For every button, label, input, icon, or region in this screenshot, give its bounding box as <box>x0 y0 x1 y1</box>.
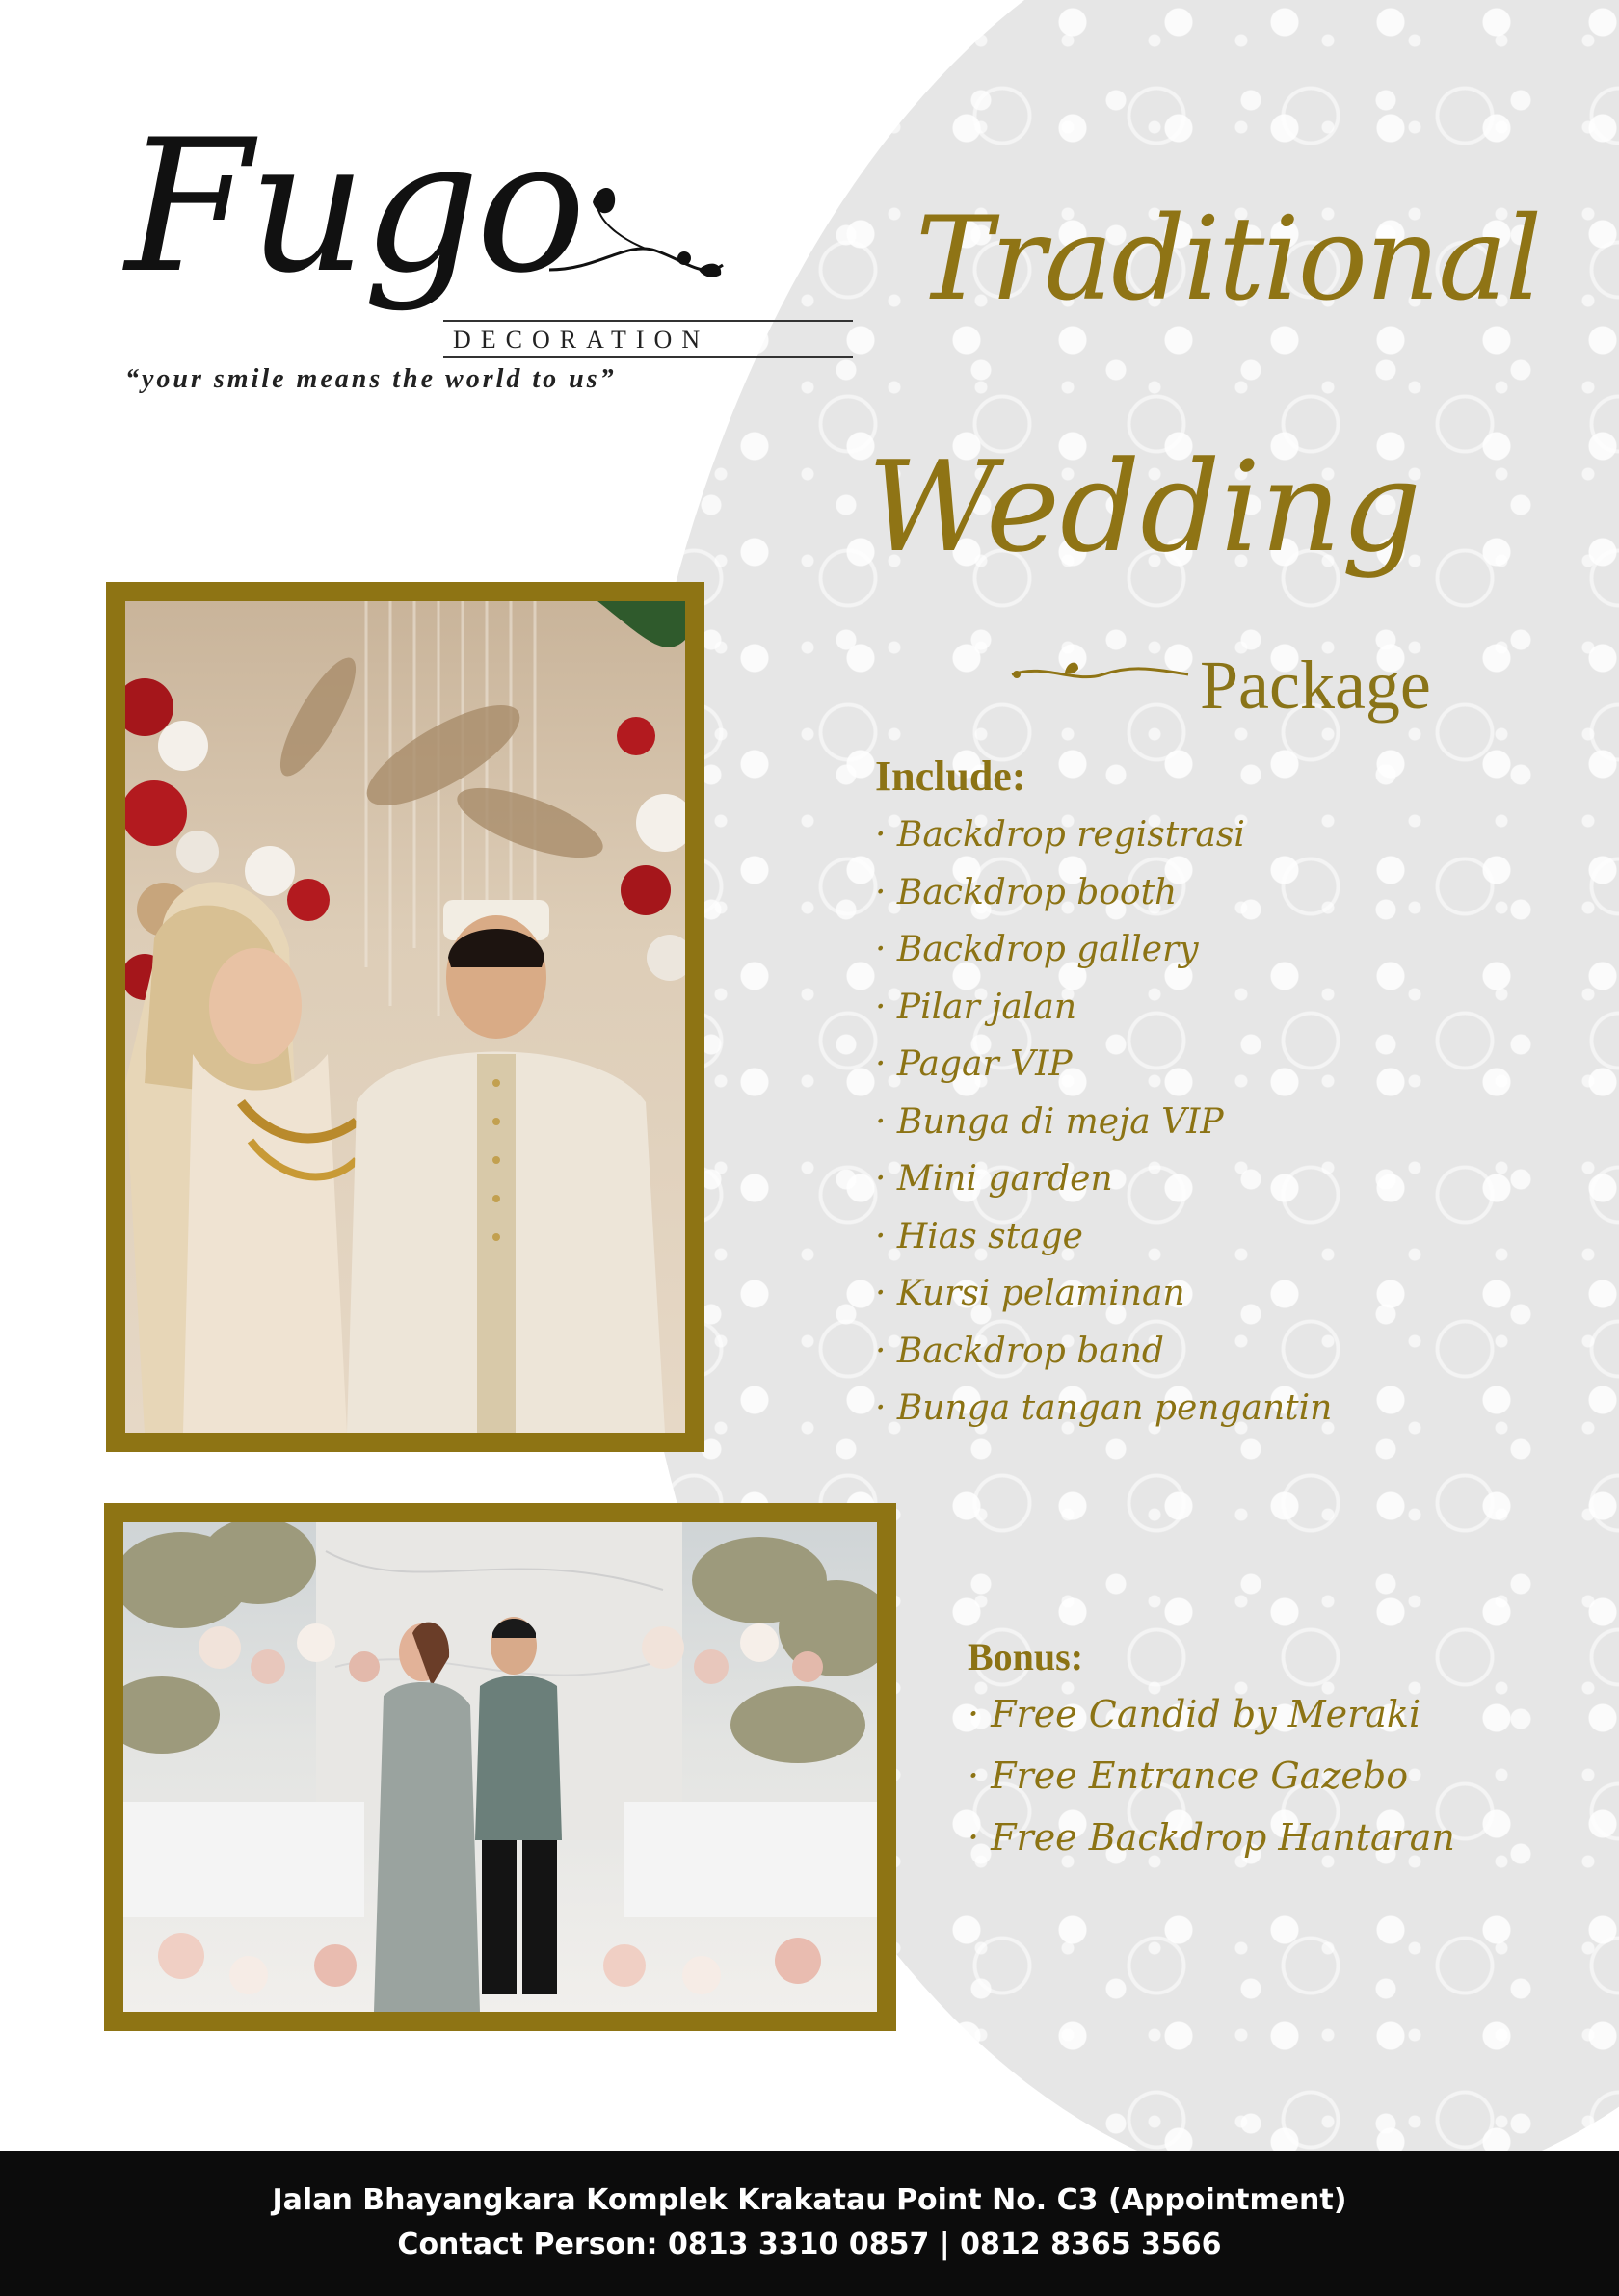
list-item: · Bunga tangan pengantin <box>875 1388 1333 1428</box>
include-heading: Include: <box>875 752 1026 800</box>
list-item: · Pilar jalan <box>875 987 1077 1027</box>
logo-rule-top <box>443 320 853 322</box>
brand-logo <box>125 100 742 405</box>
event-backdrop-photo <box>104 1503 896 2031</box>
couple-portrait-illustration <box>125 601 685 1433</box>
title-line-wedding: Wedding <box>867 434 1421 580</box>
list-item: · Free Candid by Meraki <box>968 1693 1421 1735</box>
title-line-package: Package <box>1200 647 1431 724</box>
list-item: · Pagar VIP <box>875 1044 1073 1084</box>
list-item: · Backdrop band <box>875 1331 1164 1371</box>
list-item: · Kursi pelaminan <box>875 1274 1185 1313</box>
logo-wordmark: Fugo <box>125 100 583 313</box>
list-item: · Free Entrance Gazebo <box>968 1755 1409 1797</box>
include-section <box>875 752 1332 1438</box>
logo-rule-bottom <box>443 356 853 358</box>
logo-subtitle: DECORATION <box>453 326 710 354</box>
title-line-traditional: Traditional <box>916 193 1541 327</box>
vine-ornament-icon <box>1007 655 1190 694</box>
floral-ornament-icon <box>540 173 732 289</box>
couple-portrait-photo <box>106 582 704 1452</box>
footer-address: Jalan Bhayangkara Komplek Krakatau Point No. C3 (Appointment) <box>272 2183 1347 2217</box>
list-item: · Backdrop gallery <box>875 930 1199 969</box>
list-item: · Hias stage <box>875 1216 1083 1256</box>
include-list <box>875 806 1332 1438</box>
contact-footer <box>0 2151 1619 2296</box>
list-item: · Bunga di meja VIP <box>875 1101 1224 1142</box>
list-item: · Mini garden <box>875 1159 1113 1199</box>
footer-contact: Contact Person: 0813 3310 0857 | 0812 8365 3566 <box>397 2228 1222 2261</box>
event-backdrop-illustration <box>123 1522 877 2012</box>
list-item: · Backdrop registrasi <box>875 815 1245 855</box>
tagline: “your smile means the world to us” <box>125 364 617 394</box>
bonus-section <box>968 1634 1455 1868</box>
bonus-list <box>968 1683 1455 1868</box>
list-item: · Backdrop booth <box>875 872 1178 912</box>
list-item: · Free Backdrop Hantaran <box>968 1816 1455 1859</box>
bonus-heading: Bonus: <box>968 1635 1084 1678</box>
